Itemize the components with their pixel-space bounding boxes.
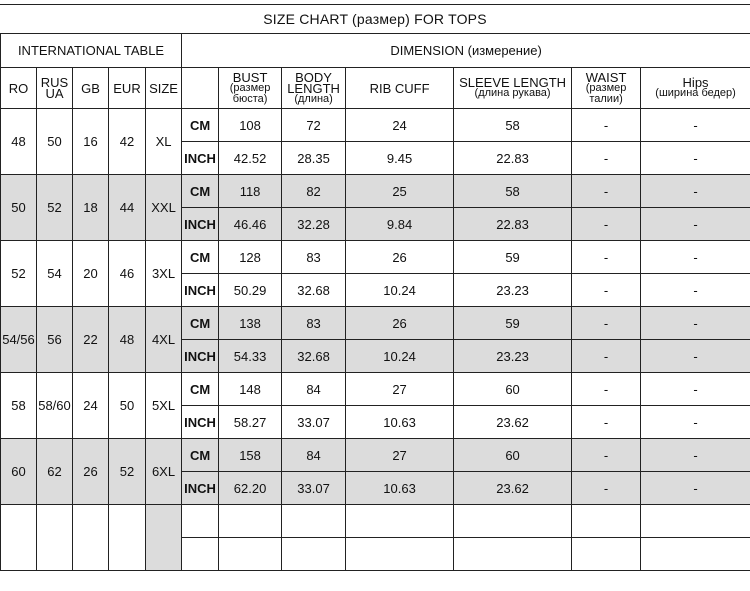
cell-eur: 48 (109, 307, 146, 373)
cell-hips: - (641, 142, 750, 175)
cell-bust: 138 (219, 307, 282, 340)
cell-bust: 58.27 (219, 406, 282, 439)
table-row-empty (1, 505, 750, 538)
cell-unit-cm: CM (182, 241, 219, 274)
cell-rib: 10.63 (346, 472, 454, 505)
cell-bust: 46.46 (219, 208, 282, 241)
col-hips-ru: (ширина бедер) (655, 87, 736, 99)
cell-ro: 50 (1, 175, 37, 241)
cell-rus: 56 (37, 307, 73, 373)
cell-rib: 26 (346, 241, 454, 274)
col-hips (641, 68, 750, 109)
cell-body: 32.68 (282, 274, 346, 307)
cell-rib: 10.63 (346, 406, 454, 439)
table-row (1, 439, 750, 472)
col-ro: RO (1, 68, 37, 109)
cell-body: 83 (282, 241, 346, 274)
col-waist-label: WAIST (585, 69, 627, 85)
cell-waist: - (572, 208, 641, 241)
empty-cell (572, 538, 641, 571)
cell-ro: 60 (1, 439, 37, 505)
cell-hips: - (641, 373, 750, 406)
size-table (0, 33, 750, 571)
cell-gb: 18 (73, 175, 109, 241)
empty-cell (282, 505, 346, 538)
cell-hips: - (641, 175, 750, 208)
empty-cell (182, 538, 219, 571)
cell-unit-inch: INCH (182, 406, 219, 439)
cell-body: 84 (282, 439, 346, 472)
col-sleeve-label: SLEEVE LENGTH (459, 75, 567, 90)
col-bust (219, 68, 282, 109)
cell-sleeve: 60 (454, 439, 572, 472)
cell-gb: 20 (73, 241, 109, 307)
table-row (1, 241, 750, 274)
cell-size: 6XL (146, 439, 182, 505)
cell-gb: 22 (73, 307, 109, 373)
col-size: SIZE (146, 68, 182, 109)
cell-sleeve: 60 (454, 373, 572, 406)
empty-cell (219, 505, 282, 538)
cell-waist: - (572, 142, 641, 175)
table-row (1, 307, 750, 340)
cell-unit-inch: INCH (182, 340, 219, 373)
col-bust-ru-2: бюста) (232, 92, 268, 105)
cell-rus: 50 (37, 109, 73, 175)
cell-sleeve: 23.23 (454, 340, 572, 373)
cell-waist: - (572, 340, 641, 373)
cell-ro: 58 (1, 373, 37, 439)
empty-cell (146, 505, 182, 571)
cell-body: 32.28 (282, 208, 346, 241)
cell-unit-inch: INCH (182, 274, 219, 307)
col-waist-ru-1: (размер (585, 81, 627, 94)
cell-bust: 158 (219, 439, 282, 472)
empty-cell (454, 538, 572, 571)
col-sleeve-length (454, 68, 572, 109)
cell-hips: - (641, 109, 750, 142)
cell-rib: 24 (346, 109, 454, 142)
table-row (1, 109, 750, 142)
cell-hips: - (641, 307, 750, 340)
empty-cell (109, 505, 146, 571)
table-row (1, 175, 750, 208)
cell-waist: - (572, 439, 641, 472)
empty-cell (219, 538, 282, 571)
cell-sleeve: 59 (454, 241, 572, 274)
cell-body: 28.35 (282, 142, 346, 175)
cell-waist: - (572, 373, 641, 406)
cell-body: 84 (282, 373, 346, 406)
empty-cell (454, 505, 572, 538)
dimension-header: DIMENSION (измерение) (182, 34, 750, 68)
cell-size: 4XL (146, 307, 182, 373)
empty-cell (346, 505, 454, 538)
cell-sleeve: 23.62 (454, 406, 572, 439)
col-body-label-1: BODY (295, 69, 332, 85)
cell-sleeve: 23.23 (454, 274, 572, 307)
cell-hips: - (641, 472, 750, 505)
cell-bust: 118 (219, 175, 282, 208)
cell-unit-cm: CM (182, 175, 219, 208)
cell-eur: 50 (109, 373, 146, 439)
empty-cell (641, 505, 750, 538)
cell-bust: 50.29 (219, 274, 282, 307)
cell-rib: 10.24 (346, 340, 454, 373)
cell-eur: 42 (109, 109, 146, 175)
cell-rus: 54 (37, 241, 73, 307)
col-unit-blank (182, 68, 219, 109)
col-ua-label: UA (45, 86, 64, 101)
col-body-length (282, 68, 346, 109)
cell-rib: 27 (346, 439, 454, 472)
col-sleeve-ru: (длина рукава) (474, 87, 551, 99)
empty-cell (282, 538, 346, 571)
col-bust-label: BUST (232, 69, 268, 85)
cell-sleeve: 58 (454, 175, 572, 208)
cell-eur: 44 (109, 175, 146, 241)
cell-waist: - (572, 109, 641, 142)
chart-title: SIZE CHART (размер) FOR TOPS (0, 4, 750, 34)
cell-ro: 54/56 (1, 307, 37, 373)
cell-hips: - (641, 340, 750, 373)
col-waist (572, 68, 641, 109)
cell-size: 3XL (146, 241, 182, 307)
empty-cell (37, 505, 73, 571)
table-header-columns (1, 68, 750, 109)
cell-bust: 62.20 (219, 472, 282, 505)
cell-rib: 10.24 (346, 274, 454, 307)
col-rus-label: RUS (40, 75, 69, 90)
international-table-header: INTERNATIONAL TABLE (1, 34, 182, 68)
cell-bust: 128 (219, 241, 282, 274)
cell-unit-cm: CM (182, 307, 219, 340)
empty-cell (182, 505, 219, 538)
col-bust-ru-1: (размер (229, 81, 271, 94)
col-body-ru: (длина) (294, 92, 333, 105)
cell-waist: - (572, 472, 641, 505)
cell-hips: - (641, 208, 750, 241)
cell-size: XL (146, 109, 182, 175)
cell-body: 82 (282, 175, 346, 208)
col-body-label-2: LENGTH (287, 80, 340, 96)
cell-body: 33.07 (282, 406, 346, 439)
col-rus-ua (37, 68, 73, 109)
cell-body: 32.68 (282, 340, 346, 373)
cell-waist: - (572, 406, 641, 439)
empty-cell (641, 538, 750, 571)
cell-rib: 9.45 (346, 142, 454, 175)
cell-size: XXL (146, 175, 182, 241)
col-eur: EUR (109, 68, 146, 109)
cell-gb: 26 (73, 439, 109, 505)
cell-hips: - (641, 274, 750, 307)
cell-eur: 46 (109, 241, 146, 307)
cell-unit-inch: INCH (182, 208, 219, 241)
cell-waist: - (572, 307, 641, 340)
cell-body: 33.07 (282, 472, 346, 505)
cell-hips: - (641, 406, 750, 439)
cell-ro: 48 (1, 109, 37, 175)
cell-body: 83 (282, 307, 346, 340)
cell-sleeve: 23.62 (454, 472, 572, 505)
cell-sleeve: 22.83 (454, 208, 572, 241)
cell-hips: - (641, 439, 750, 472)
cell-rib: 27 (346, 373, 454, 406)
cell-gb: 16 (73, 109, 109, 175)
cell-rib: 26 (346, 307, 454, 340)
cell-eur: 52 (109, 439, 146, 505)
cell-size: 5XL (146, 373, 182, 439)
cell-bust: 148 (219, 373, 282, 406)
col-waist-ru-2: талии) (589, 92, 623, 105)
col-hips-label: Hips (682, 75, 709, 90)
col-gb: GB (73, 68, 109, 109)
cell-unit-inch: INCH (182, 142, 219, 175)
cell-gb: 24 (73, 373, 109, 439)
cell-body: 72 (282, 109, 346, 142)
cell-unit-cm: CM (182, 109, 219, 142)
empty-cell (73, 505, 109, 571)
cell-sleeve: 58 (454, 109, 572, 142)
cell-bust: 108 (219, 109, 282, 142)
cell-sleeve: 22.83 (454, 142, 572, 175)
cell-rus: 58/60 (37, 373, 73, 439)
col-rib-cuff: RIB CUFF (346, 68, 454, 109)
cell-bust: 42.52 (219, 142, 282, 175)
cell-unit-cm: CM (182, 439, 219, 472)
cell-bust: 54.33 (219, 340, 282, 373)
cell-sleeve: 59 (454, 307, 572, 340)
table-row (1, 373, 750, 406)
empty-cell (572, 505, 641, 538)
cell-waist: - (572, 274, 641, 307)
cell-waist: - (572, 241, 641, 274)
empty-cell (1, 505, 37, 571)
cell-rib: 25 (346, 175, 454, 208)
cell-ro: 52 (1, 241, 37, 307)
cell-rib: 9.84 (346, 208, 454, 241)
empty-cell (346, 538, 454, 571)
cell-unit-inch: INCH (182, 472, 219, 505)
cell-hips: - (641, 241, 750, 274)
cell-rus: 62 (37, 439, 73, 505)
table-header-top (1, 34, 750, 68)
cell-waist: - (572, 175, 641, 208)
cell-unit-cm: CM (182, 373, 219, 406)
cell-rus: 52 (37, 175, 73, 241)
